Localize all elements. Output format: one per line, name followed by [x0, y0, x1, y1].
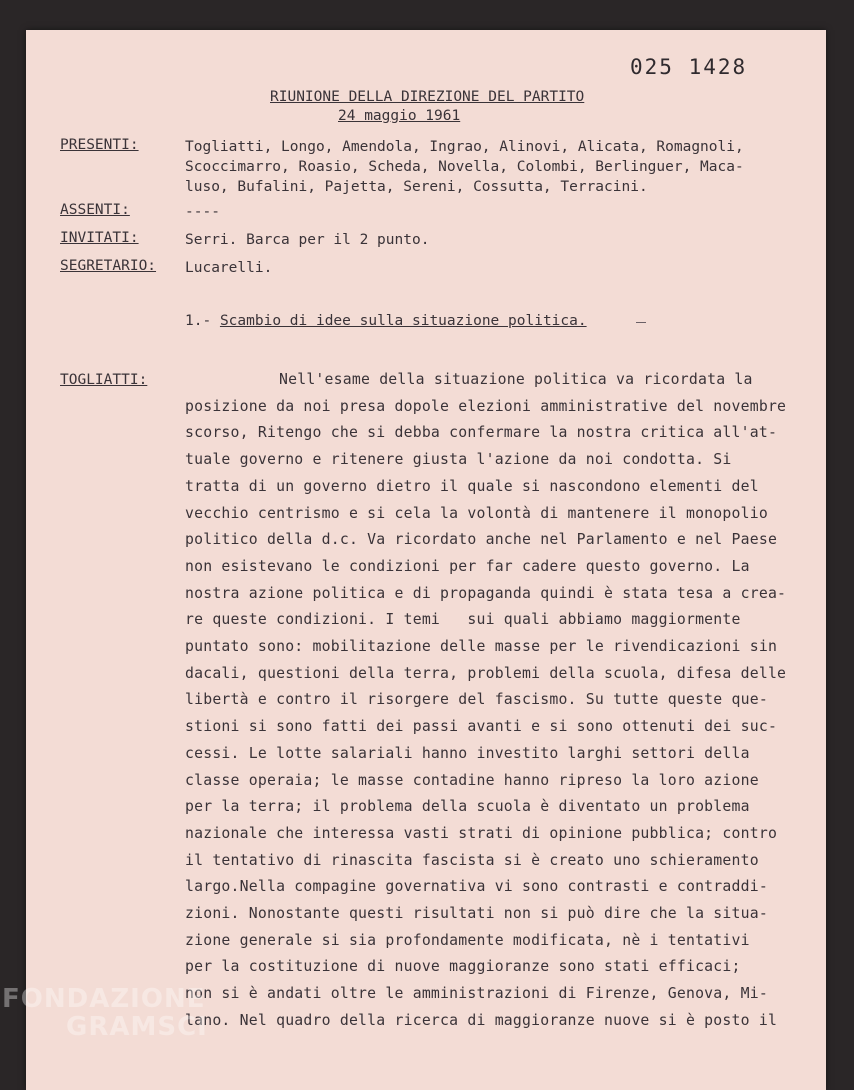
presenti-line: Scoccimarro, Roasio, Scheda, Novella, Colombi, Berlinguer, Maca-: [185, 159, 744, 175]
archive-code: 025 1428: [630, 55, 748, 79]
presenti-line: Togliatti, Longo, Amendola, Ingrao, Alinovi, Alicata, Romagnoli,: [185, 139, 744, 155]
watermark-line: FONDAZIONE: [2, 984, 206, 1014]
body-text: [185, 367, 825, 1035]
section-number: 1.-: [185, 313, 212, 329]
body-line: largo.Nella compagine governativa vi sono contrasti e contraddi-: [185, 878, 768, 896]
section-heading: [185, 313, 587, 329]
body-line: tuale governo e ritenere giusta l'azione da noi condotta. Si: [185, 451, 732, 469]
body-line: libertà e contro il risorgere del fascismo. Su tutte queste que-: [185, 691, 768, 709]
assenti-value: ----: [185, 204, 220, 220]
body-line: non si è andati oltre le amministrazioni di Firenze, Genova, Mi-: [185, 985, 768, 1003]
body-line: posizione da noi presa dopole elezioni amministrative del novembre: [185, 397, 787, 415]
assenti-label: ASSENTI:: [60, 202, 130, 218]
body-line: lano. Nel quadro della ricerca di maggioranze nuove si è posto il: [185, 1011, 778, 1029]
dash-mark: [636, 322, 646, 323]
body-line: politico della d.c. Va ricordato anche nel Parlamento e nel Paese: [185, 531, 778, 549]
body-line: Nell'esame della situazione politica va ricordata la: [279, 371, 753, 388]
document-date: 24 maggio 1961: [338, 108, 461, 124]
body-line: nazionale che interessa vasti strati di opinione pubblica; contro: [185, 824, 778, 842]
document-title: RIUNIONE DELLA DIREZIONE DEL PARTITO: [270, 89, 585, 105]
body-line: dacali, questioni della terra, problemi della scuola, difesa delle: [185, 664, 787, 682]
section-title: Scambio di idee sulla situazione politica.: [219, 313, 587, 329]
body-line: per la terra; il problema della scuola è diventato un problema: [185, 798, 750, 816]
invitati-label: INVITATI:: [60, 230, 139, 246]
body-line: stioni si sono fatti dei passi avanti e si sono ottenuti dei suc-: [185, 718, 778, 736]
presenti-value: [185, 137, 825, 197]
body-line: zioni. Nonostante questi risultati non si può dire che la situa-: [185, 905, 768, 923]
segretario-label: SEGRETARIO:: [60, 258, 157, 274]
body-line: scorso, Ritengo che si debba confermare la nostra critica all'at-: [185, 424, 778, 442]
body-line: nostra azione politica e di propaganda quindi è stata tesa a crea-: [185, 584, 787, 602]
body-line: tratta di un governo dietro il quale si nascondono elementi del: [185, 477, 759, 495]
document-header: [270, 88, 584, 126]
presenti-label: PRESENTI:: [60, 137, 139, 153]
body-line: zione generale si sia profondamente modificata, nè i tentativi: [185, 931, 750, 949]
segretario-value: Lucarelli.: [185, 260, 273, 276]
body-line: il tentativo di rinascita fascista si è creato uno schieramento: [185, 851, 759, 869]
body-line: vecchio centrismo e si cela la volontà di mantenere il monopolio: [185, 504, 768, 522]
body-line: per la costituzione di nuove maggioranze sono stati efficaci;: [185, 958, 741, 976]
body-line: cessi. Le lotte salariali hanno investito larghi settori della: [185, 744, 750, 762]
invitati-value: Serri. Barca per il 2 punto.: [185, 232, 430, 248]
body-line: re queste condizioni. I temi sui quali abbiamo maggiormente: [185, 611, 741, 629]
body-line: puntato sono: mobilitazione delle masse per le rivendicazioni sin: [185, 638, 778, 656]
body-line: classe operaia; le masse contadine hanno ripreso la loro azione: [185, 771, 759, 789]
watermark-logo: [2, 985, 208, 1041]
speaker-label: TOGLIATTI:: [60, 372, 148, 388]
watermark-line: GRAMSCI: [66, 1012, 208, 1042]
presenti-line: luso, Bufalini, Pajetta, Sereni, Cossutta, Terracini.: [185, 179, 648, 195]
body-line: non esistevano le condizioni per far cadere questo governo. La: [185, 557, 750, 575]
